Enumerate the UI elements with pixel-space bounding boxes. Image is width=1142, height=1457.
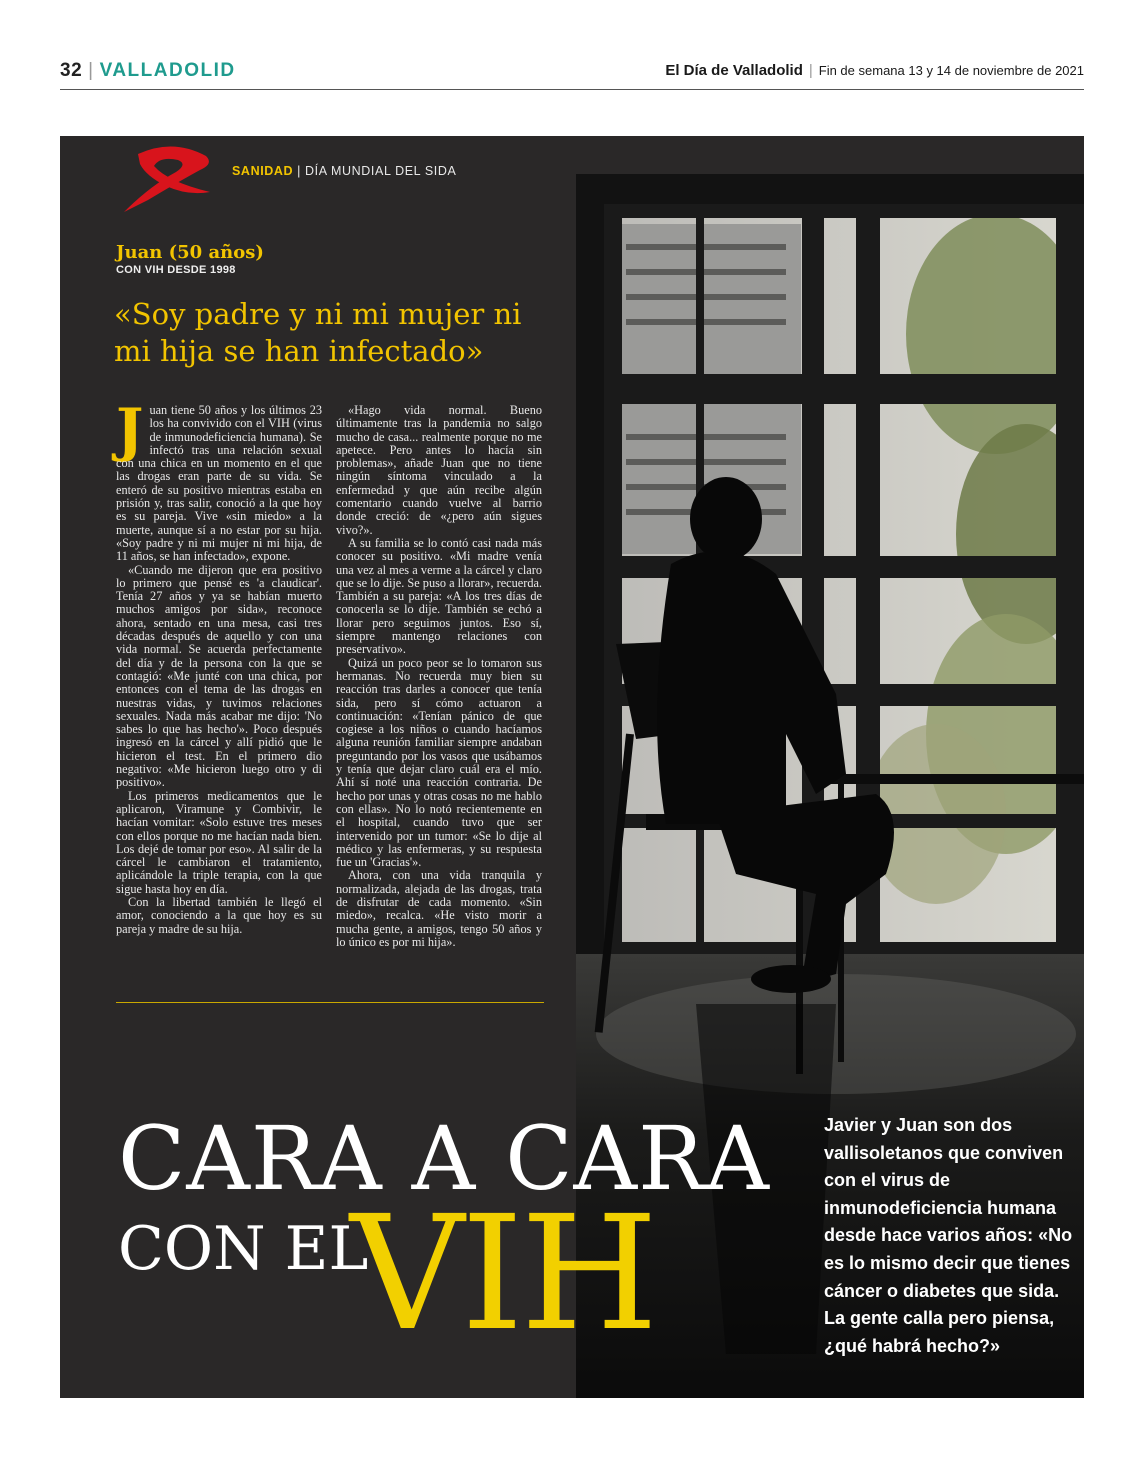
page-number: 32	[60, 60, 83, 81]
article-paragraph: Juan tiene 50 años y los últimos 23 los ha convivido con el VIH (virus de inmunodeficiencia humana). Se infectó tras una relación sexual con una chica en un momento en el que las drogas eran parte de su vida. Se enteró de su positivo mientras estaba en prisión y, tras salir, conoció a la que hoy es su pareja. Vive «sin miedo» a la muerte, aunque sí a no estar por su hija. «Soy padre y ni mi mujer ni mi hija, de 11 años, se han infectado», expone.	[116, 396, 322, 564]
folio-separator: |	[88, 60, 94, 81]
section-tag-separator: |	[297, 164, 302, 178]
section-tag	[232, 164, 456, 178]
pull-quote: «Soy padre y ni mi mujer ni mi hija se han infectado»	[114, 297, 522, 368]
article-paragraph: Quizá un poco peor se lo tomaron sus hermanas. No recuerda muy bien su reacción tras darles a conocer que tenía sida, pero sí cómo actuaron a continuación: «Tenían pánico de que cogiese a los niños o cuando hacíamos alguna reunión familiar siempre andaban preguntando por los vasos que usábamos y tenía que dejar claro cuál era el mío. Ahí sí noté una reacción contraria. De hecho por unas y otras cosas no me hablo con ellas». No lo notó recientemente en el hospital, cuando tuvo que ser intervenido por un tumor: «Se lo dije al médico y las enfermeras, y su respuesta fue un 'Gracias'».	[336, 655, 542, 870]
profile-subtitle: CON VIH DESDE 1998	[116, 264, 236, 276]
page-header	[60, 58, 1084, 90]
section-name: VALLADOLID	[99, 60, 236, 81]
column-rule	[116, 1002, 544, 1003]
article-paragraph: Los primeros medicamentos que le aplicaron, Viramune y Combivir, le hacían vomitar: «Solo estuve tres meses con ellos porque no me hacían nada bien. Los dejé de tomar por eso». Al salir de la cárcel le cambiaron el tratamiento, aplicándole la triple terapia, con la que sigue hasta hoy en día.	[116, 788, 322, 896]
feature-panel	[60, 136, 1084, 1398]
article-paragraph: Con la libertad también le llegó el amor, conociendo a la que hoy es su pareja y madre de su hija.	[116, 894, 322, 936]
profile-name: Juan (50 años)	[116, 242, 264, 263]
intro-summary: Javier y Juan son dos vallisoletanos que conviven con el virus de inmunodeficiencia humana desde hace varios años: «No es lo mismo decir que tienes cáncer o diabetes que sida. La gente calla pero piensa, ¿qué habrá hecho?»	[824, 1115, 1073, 1356]
newspaper-name: El Día de Valladolid	[665, 62, 803, 79]
page-folio	[60, 60, 236, 82]
red-ribbon-icon	[118, 142, 218, 212]
masthead-separator: |	[808, 62, 813, 79]
article-paragraph: «Cuando me dijeron que era positivo lo primero que pensé es 'a claudicar'. Tenía 27 años y ya se habían muerto muchos amigos por sida», reconoce ahora, sentado en una mesa, casi tres décadas después de aquello y con una vida normal. Se acuerda perfectamente del día y de la persona con la que se contagió: «Me junté con una chica, por entonces con el tema de las drogas en nuestras vidas, y tuvimos relaciones sexuales. Nada más acabar me dijo: 'No sabes lo que has hecho'». Poco después ingresó en la cárcel y allí pidió que le hicieron el test. En el primero dio negativo: «Me hicieron luego otro y di positivo».	[116, 562, 322, 790]
headline-highlight: VIH	[350, 1182, 656, 1366]
masthead-info	[665, 62, 1084, 79]
drop-cap: J	[116, 396, 144, 464]
article-paragraph: «Hago vida normal. Bueno últimamente tras la pandemia no salgo mucho de casa... realmente porque no me apetece. Pero antes lo hacía sin problemas», añade Juan que no tiene ningún síntoma vinculado a la enfermedad y que aún recibe algún comentario cuando vuelve al barrio donde creció: de «¿pero aún sigues vivo?».	[336, 403, 542, 537]
article-paragraph: A su familia se lo contó casi nada más conocer su positivo. «Mi madre venía una vez al mes a verme a la cárcel y claro que se lo dije. Se puso a llorar», recuerda. También a su pareja: «A los tres días de conocerla se lo dije. También se echó a llorar pero seguimos juntos. Eso sí, siempre mantengo relaciones con preservativo».	[336, 535, 542, 657]
section-topic: DÍA MUNDIAL DEL SIDA	[305, 164, 457, 178]
headline-line-2: CON EL	[118, 1214, 369, 1284]
headline-line-1: CARA A CARA	[118, 1107, 770, 1210]
header-rule	[60, 89, 1084, 90]
article-paragraph: Ahora, con una vida tranquila y normalizada, alejada de las drogas, trata de disfrutar de cada momento. «Sin miedo», recalca. «He visto morir a mucha gente, a amigos, tengo 50 años y lo único es por mi hija».	[336, 868, 542, 949]
section-category: SANIDAD	[232, 164, 294, 178]
issue-date: Fin de semana 13 y 14 de noviembre de 2021	[818, 63, 1084, 78]
article-column-1	[116, 396, 322, 936]
article-column-2	[336, 404, 542, 949]
